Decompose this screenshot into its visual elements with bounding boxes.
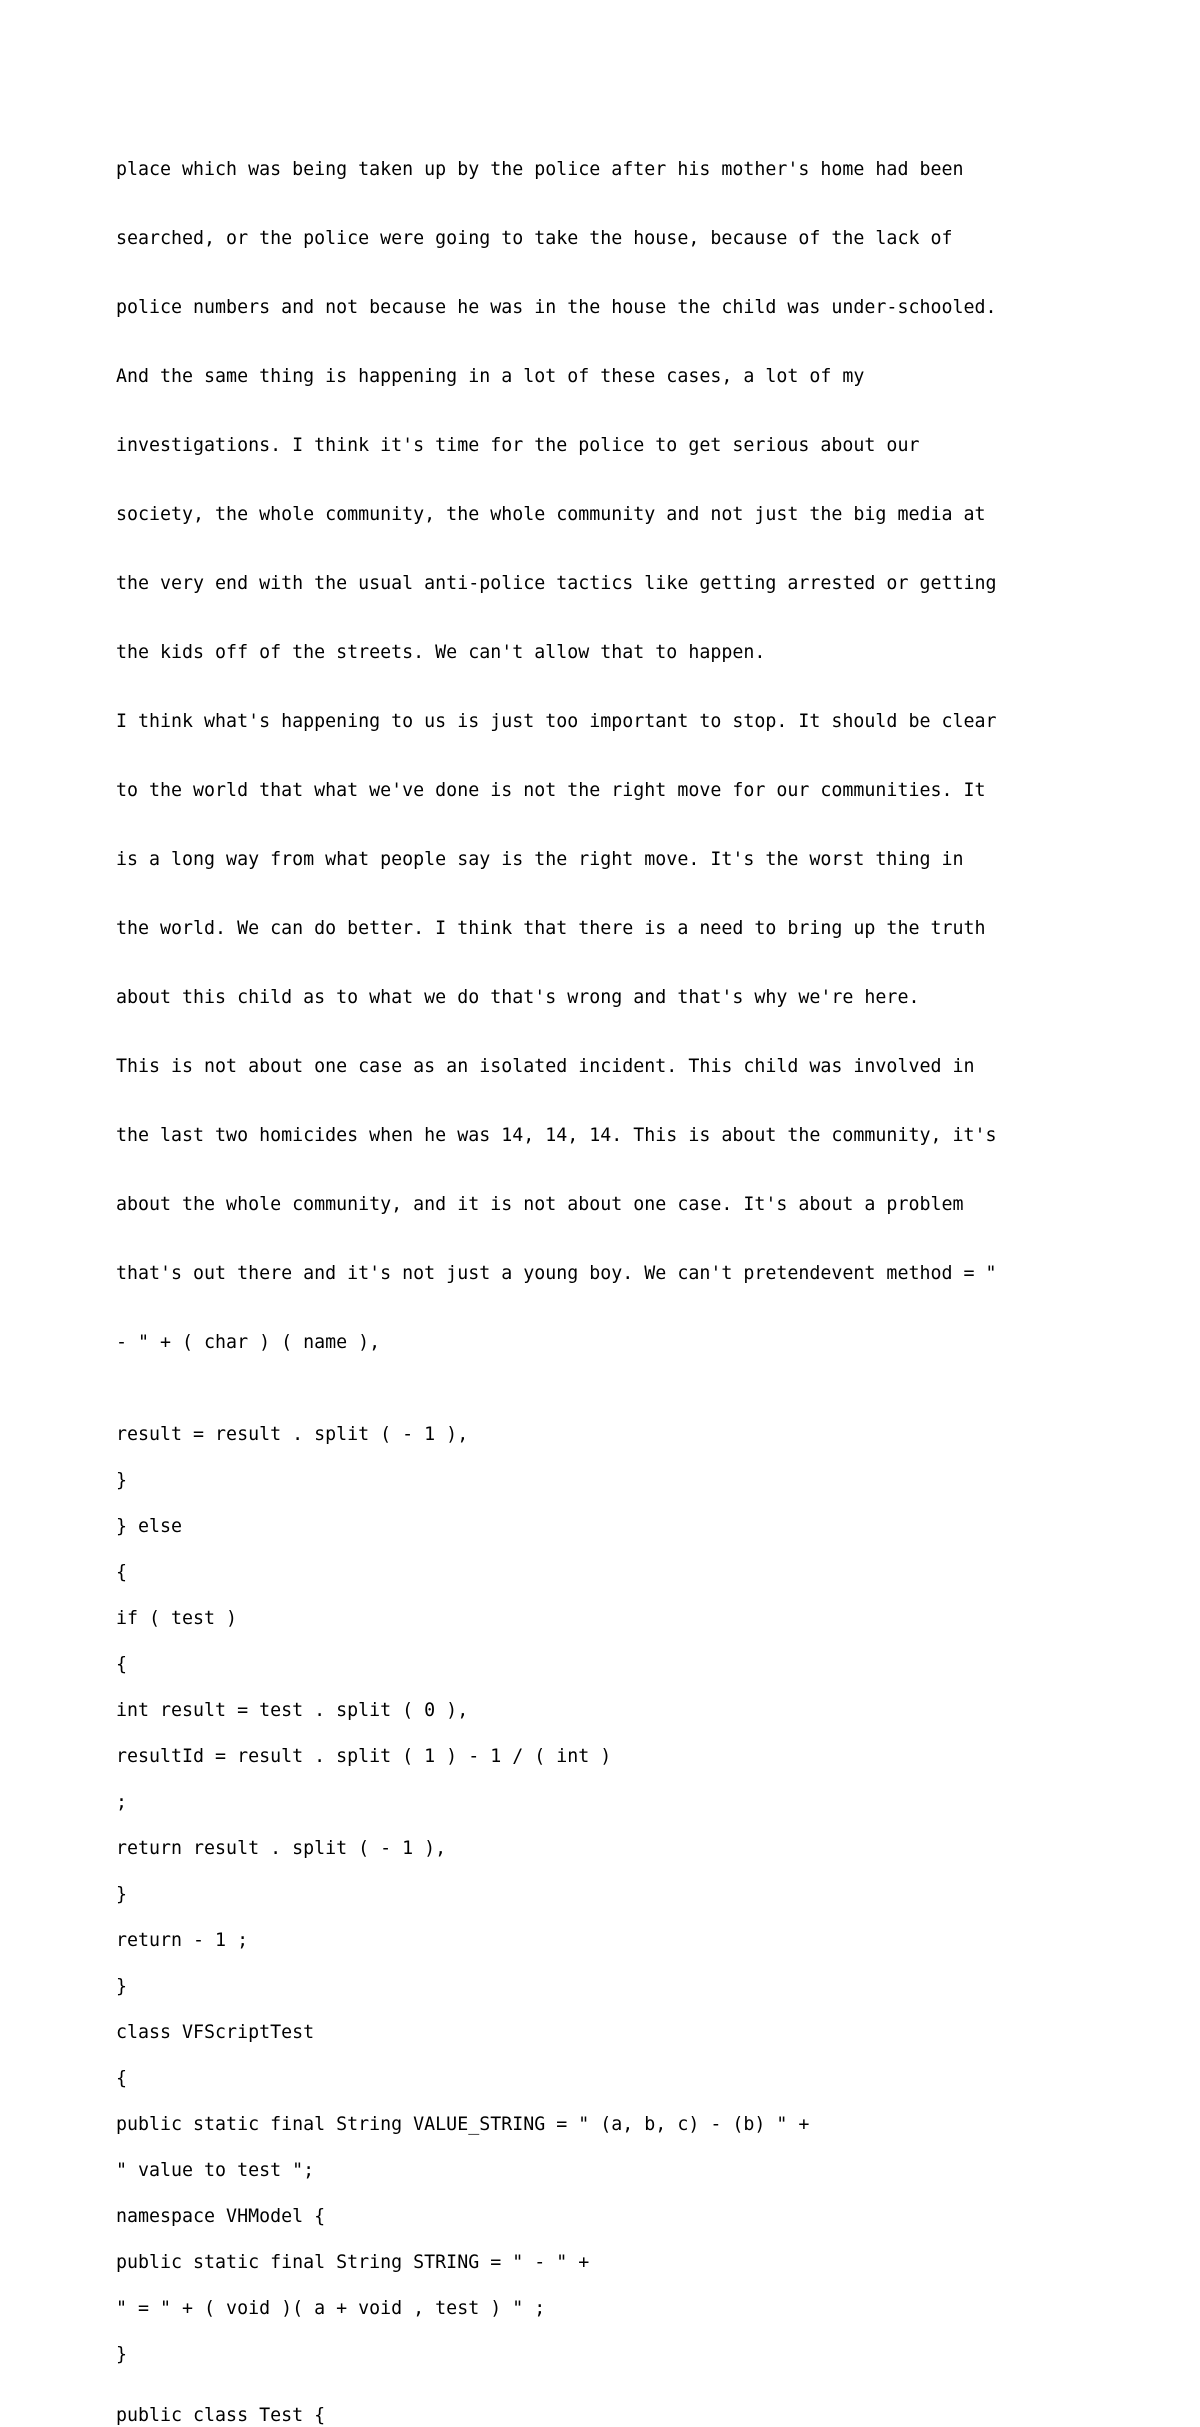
code-line: " value to test "; — [116, 2160, 315, 2181]
code-line: } — [116, 1976, 128, 1997]
code-line: } else — [116, 1516, 183, 1537]
prose-line: society, the whole community, the whole community and not just the big media at — [116, 504, 986, 525]
prose-line: about this child as to what we do that's wrong and that's why we're here. — [116, 987, 920, 1008]
prose-line: place which was being taken up by the police after his mother's home had been — [116, 159, 964, 180]
code-line: return - 1 ; — [116, 1930, 249, 1951]
prose-line: searched, or the police were going to take the house, because of the lack of — [116, 228, 953, 249]
code-line: } — [116, 2344, 128, 2365]
code-line: int result = test . split ( 0 ), — [116, 1700, 469, 1721]
prose-block — [116, 112, 1116, 1400]
prose-line: is a long way from what people say is the right move. It's the worst thing in — [116, 849, 964, 870]
code-line: namespace VHModel { — [116, 2206, 326, 2227]
prose-line: that's out there and it's not just a young boy. We can't pretendevent method = " — [116, 1263, 997, 1284]
prose-line: police numbers and not because he was in the house the child was under-schooled. — [116, 297, 997, 318]
prose-line: to the world that what we've done is not the right move for our communities. It — [116, 780, 986, 801]
code-line: { — [116, 1654, 128, 1675]
code-line: resultId = result . split ( 1 ) - 1 / ( int ) — [116, 1746, 612, 1767]
prose-line: the world. We can do better. I think that there is a need to bring up the truth — [116, 918, 986, 939]
prose-line: - " + ( char ) ( name ), — [116, 1332, 381, 1353]
code-line: result = result . split ( - 1 ), — [116, 1424, 469, 1445]
prose-line: This is not about one case as an isolated incident. This child was involved in — [116, 1056, 975, 1077]
prose-line: I think what's happening to us is just too important to stop. It should be clear — [116, 711, 997, 732]
prose-line: And the same thing is happening in a lot of these cases, a lot of my — [116, 366, 865, 387]
code-line: return result . split ( - 1 ), — [116, 1838, 447, 1859]
code-line: class VFScriptTest — [116, 2022, 315, 2043]
document-body — [116, 112, 1116, 2427]
prose-line: the very end with the usual anti-police tactics like getting arrested or getting — [116, 573, 997, 594]
code-block — [116, 1423, 1116, 2427]
code-line: " = " + ( void )( a + void , test ) " ; — [116, 2298, 546, 2319]
code-line: public static final String STRING = " - " + — [116, 2252, 590, 2273]
code-line: } — [116, 1884, 128, 1905]
prose-line: the last two homicides when he was 14, 14, 14. This is about the community, it's — [116, 1125, 997, 1146]
code-line: { — [116, 2068, 128, 2089]
code-line: public class Test { — [116, 2405, 326, 2426]
code-line: if ( test ) — [116, 1608, 238, 1629]
prose-line: investigations. I think it's time for the police to get serious about our — [116, 435, 920, 456]
code-line: ; — [116, 1792, 128, 1813]
code-line: { — [116, 1562, 128, 1583]
code-line: } — [116, 1470, 128, 1491]
code-line: public static final String VALUE_STRING = " (a, b, c) - (b) " + — [116, 2114, 810, 2135]
prose-line: the kids off of the streets. We can't allow that to happen. — [116, 642, 766, 663]
prose-line: about the whole community, and it is not about one case. It's about a problem — [116, 1194, 964, 1215]
